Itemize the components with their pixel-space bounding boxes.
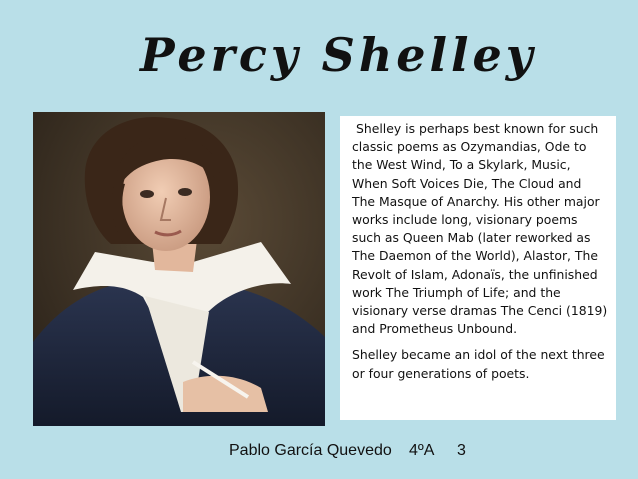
footer-page-number: 3 <box>457 442 466 459</box>
description-text-box <box>340 116 616 420</box>
slide-title: Percy Shelley <box>140 28 537 82</box>
description-paragraph: Shelley is perhaps best known for such classic poems as Ozymandias, Ode to the West Wind, To a Skylark, Music, When Soft Voices Die, The Cloud and The Masque of Anarchy. His other major works include long, visionary poems such as Queen Mab (later reworked as The Daemon of the World), Alastor, The Revolt of Islam, Adonaïs, the unfinished work The Triumph of Life; and the visionary verse dramas The Cenci (1819) and Prometheus Unbound. <box>352 121 608 337</box>
slide-footer <box>229 442 466 460</box>
footer-grade: 4ºA <box>409 442 435 459</box>
portrait-image <box>33 112 325 426</box>
footer-author: Pablo García Quevedo <box>229 442 392 459</box>
description-paragraph: Shelley became an idol of the next three or four generations of poets. <box>352 347 605 381</box>
